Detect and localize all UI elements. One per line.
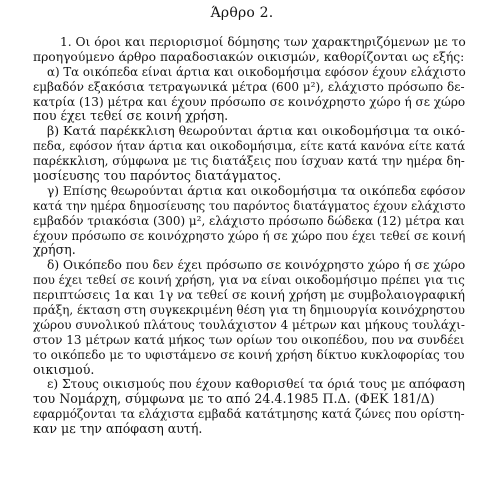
text-line-26: εφαρμόζονται τα ελάχιστα εμβαδά κατάτμησης κατά ζώνες που ορίστη- [33,407,465,422]
text-line-27: καν με την απόφαση αυτή. [33,421,203,437]
text-line-2: προηγούμενο άρθρο παραδοσιακών οικισμών, καθορίζονται ως εξής: [33,49,465,64]
text-line-23: οικισμού. [33,361,95,377]
article-title: Άρθρο 2. [210,5,274,21]
text-line-20: χώρου συνολικού πλάτους τουλάχιστον 4 μέτρων και μήκους τουλάχι- [33,317,465,332]
text-line-24: ε) Στους οικισμούς που έχουν καθορισθεί τα όριά τους με απόφαση [47,377,465,392]
text-line-5: κατρία (13) μέτρα και έχουν πρόσωπο σε κοινόχρηστο χώρο ή σε χώρο [33,94,466,109]
text-line-13: εμβαδόν τριακόσια (300) μ², ελάχιστο πρόσωπο δώδεκα (12) μέτρα και [33,213,465,228]
text-line-3: α) Τα οικόπεδα είναι άρτια και οικοδομήσιμα εφόσον έχουν ελάχιστο [47,64,466,79]
text-line-12: κατά την ημέρα δημοσίευσης του παρόντος διατάγματος έχουν ελάχιστο [33,198,466,213]
text-line-11: γ) Επίσης θεωρούνται άρτια και οικοδομήσιμα τα οικόπεδα εφόσον [47,183,466,198]
text-line-17: που έχει τεθεί σε κοινή χρήση, για να είναι οικοδομήσιμο πρέπει για τις [33,273,465,288]
text-line-7: β) Κατά παρέκκλιση θεωρούνται άρτια και οικοδομήσιμα τα οικό- [47,123,465,139]
text-line-9: παρέκκλιση, σύμφωνα με τις διατάξεις που ίσχυαν κατά την ημέρα δη- [33,154,465,169]
text-line-1: 1. Οι όροι και περιορισμοί δόμησης των χαρακτηριζόμενων με το [60,35,466,49]
text-line-6: που έχει τεθεί σε κοινή χρήση. [33,108,229,124]
text-line-15: χρήση. [33,242,76,258]
text-line-18: περιπτώσεις 1α και 1γ να τεθεί σε κοινή χρήση με συμβολαιογραφική [33,288,465,303]
text-line-8: πεδα, εφόσον ήταν άρτια και οικοδομήσιμα, είτε κατά κανόνα είτε κατά [33,139,466,154]
text-line-4: εμβαδόν εξακόσια τετραγωνικά μέτρα (600 μ²), ελάχιστο πρόσωπο δε- [33,79,465,94]
text-line-14: έχουν πρόσωπο σε κοινόχρηστο χώρο ή σε χώρο που έχει τεθεί σε κοινή [33,228,466,243]
text-line-25: του Νομάρχη, σύμφωνα με το από 24.4.1985 Π.Δ. (ΦΕΚ 181/Δ) [33,391,435,407]
text-line-19: πράξη, έκταση στη συγκεκριμένη θέση για τη δημιουργία κοινόχρηστου [33,303,465,318]
text-line-22: το οικόπεδο με το υφιστάμενο σε κοινή χρήση δίκτυο κυκλοφορίας του [33,347,465,362]
text-line-16: δ) Οικόπεδο που δεν έχει πρόσωπο σε κοινόχρηστο χώρο ή σε χώρο [47,258,466,273]
text-line-21: στον 13 μέτρων κατά μήκος των ορίων του οικοπέδου, που να συνδέει [33,332,465,347]
text-line-10: μοσίευσης του παρόντος διατάγματος. [33,168,282,184]
article-body [33,35,465,437]
